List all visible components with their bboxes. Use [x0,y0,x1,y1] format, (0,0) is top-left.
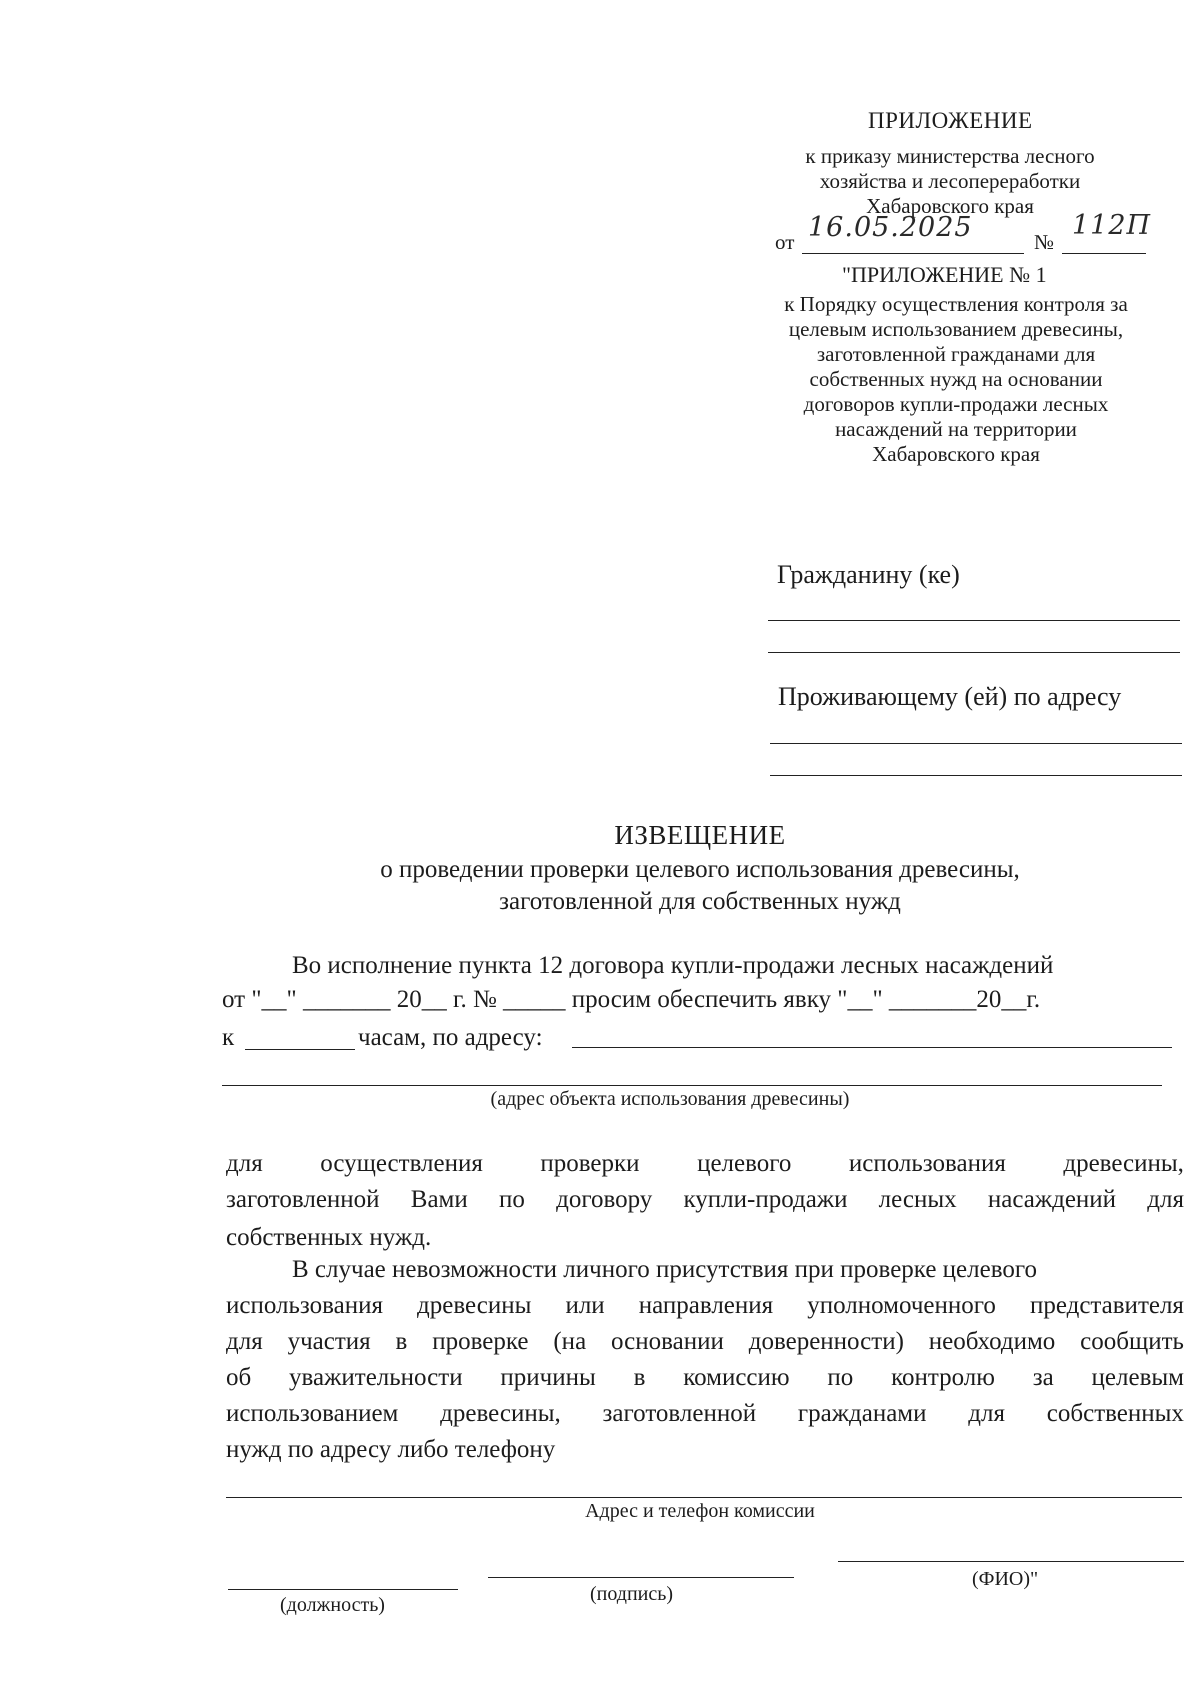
word: для [1147,1186,1184,1213]
para2-line3: собственных нужд. [226,1224,432,1251]
address-label: Проживающему (ей) по адресу [778,682,1122,711]
number-underline [1062,253,1146,254]
word: использования [226,1292,383,1319]
meeting-address-line-1 [572,1047,1172,1048]
word: целевым [1091,1364,1184,1391]
word: проверке [432,1328,529,1355]
word: лесных [878,1186,957,1213]
para3-line3 [226,1328,1184,1356]
word: по [827,1364,854,1391]
word: заготовленной [602,1400,757,1427]
para1-line3-mid: часам, по адресу: [358,1024,543,1051]
position-caption: (должность) [280,1594,385,1616]
word: представителя [1029,1292,1184,1319]
word: древесины, [440,1400,561,1427]
order-reference [760,144,1140,219]
date-prefix: от [775,230,795,254]
word: сообщить [1080,1328,1184,1355]
word: за [1032,1364,1054,1391]
para3-line5 [226,1400,1184,1428]
notice-subtitle-1: о проведении проверки целевого использования древесины, [380,856,1020,883]
meeting-address-line-2 [222,1085,1162,1086]
word: заготовленной [226,1186,380,1213]
order-line: хозяйства и лесопереработки [819,169,1081,193]
procedure-reference [756,292,1156,467]
procedure-line: Хабаровского края [872,442,1040,466]
procedure-line: собственных нужд на основании [809,367,1103,391]
word: в [633,1364,646,1391]
para1-line3-prefix: к [222,1024,235,1051]
appendix-title: ПРИЛОЖЕНИЕ [868,108,1033,133]
word: об [226,1364,252,1391]
procedure-line: насаждений на территории [835,417,1077,441]
word: контролю [891,1364,995,1391]
citizen-label: Гражданину (ке) [777,560,960,589]
word: насаждений [987,1186,1117,1213]
name-line [838,1561,1184,1562]
word: Вами [410,1186,468,1213]
procedure-line: заготовленной гражданами для [816,342,1096,366]
citizen-name-line-2 [768,652,1180,653]
commission-caption: Адрес и телефон комиссии [585,1500,815,1522]
word: уважительности [289,1364,463,1391]
word: доверенности) [748,1328,904,1355]
commission-line [226,1497,1182,1498]
para3-line1: В случае невозможности личного присутствия при проверке целевого [292,1256,1037,1283]
appendix1-title: "ПРИЛОЖЕНИЕ № 1 [842,262,1047,287]
para3-line4 [226,1364,1184,1392]
procedure-line: целевым использованием древесины, [788,317,1124,341]
word: древесины, [1063,1150,1184,1177]
word: уполномоченного [807,1292,996,1319]
number-prefix: № [1034,230,1055,254]
handwritten-number: 112П [1072,210,1152,241]
para1-line1: Во исполнение пункта 12 договора купли-продажи лесных насаждений [292,952,1054,979]
citizen-address-line-1 [770,743,1182,744]
time-underline [245,1049,355,1050]
para2-line2 [226,1186,1184,1214]
citizen-address-line-2 [770,775,1182,776]
word: древесины [417,1292,532,1319]
word: проверки [540,1150,640,1177]
handwritten-date: 16.05.2025 [808,212,973,243]
word: участия [287,1328,371,1355]
notice-title: ИЗВЕЩЕНИЕ [614,820,786,850]
word: для [968,1400,1005,1427]
word: причины [500,1364,596,1391]
position-line [228,1589,458,1590]
word: в [395,1328,408,1355]
word: необходимо [928,1328,1056,1355]
word: (на [553,1328,587,1355]
procedure-line: договоров купли-продажи лесных [803,392,1109,416]
word: осуществления [320,1150,483,1177]
word: для [226,1328,263,1355]
signature-line [488,1577,794,1578]
word: комиссию [683,1364,790,1391]
order-line: к приказу министерства лесного [805,144,1095,168]
para3-line2 [226,1292,1184,1320]
word: или [565,1292,605,1319]
name-caption: (ФИО)" [972,1568,1039,1590]
word: основании [611,1328,724,1355]
word: использованием [226,1400,399,1427]
signature-caption: (подпись) [590,1583,674,1605]
notice-subtitle-2: заготовленной для собственных нужд [499,888,901,915]
word: гражданами [797,1400,927,1427]
word: использования [848,1150,1006,1177]
word: для [226,1150,263,1177]
para2-line1 [226,1150,1184,1178]
date-underline [802,253,1024,254]
para3-line6: нужд по адресу либо телефону [226,1436,556,1463]
word: собственных [1046,1400,1184,1427]
word: направления [638,1292,774,1319]
para1-line2: от "__" _______ 20__ г. № _____ просим обеспечить явку "__" _______20__г. [222,986,1041,1013]
word: договору [556,1186,653,1213]
order-line: Хабаровского края [866,194,1034,218]
procedure-line: к Порядку осуществления контроля за [784,292,1128,316]
word: по [498,1186,525,1213]
address-caption: (адрес объекта использования древесины) [490,1088,850,1110]
word: целевого [697,1150,792,1177]
citizen-name-line-1 [768,620,1180,621]
word: купли-продажи [683,1186,848,1213]
